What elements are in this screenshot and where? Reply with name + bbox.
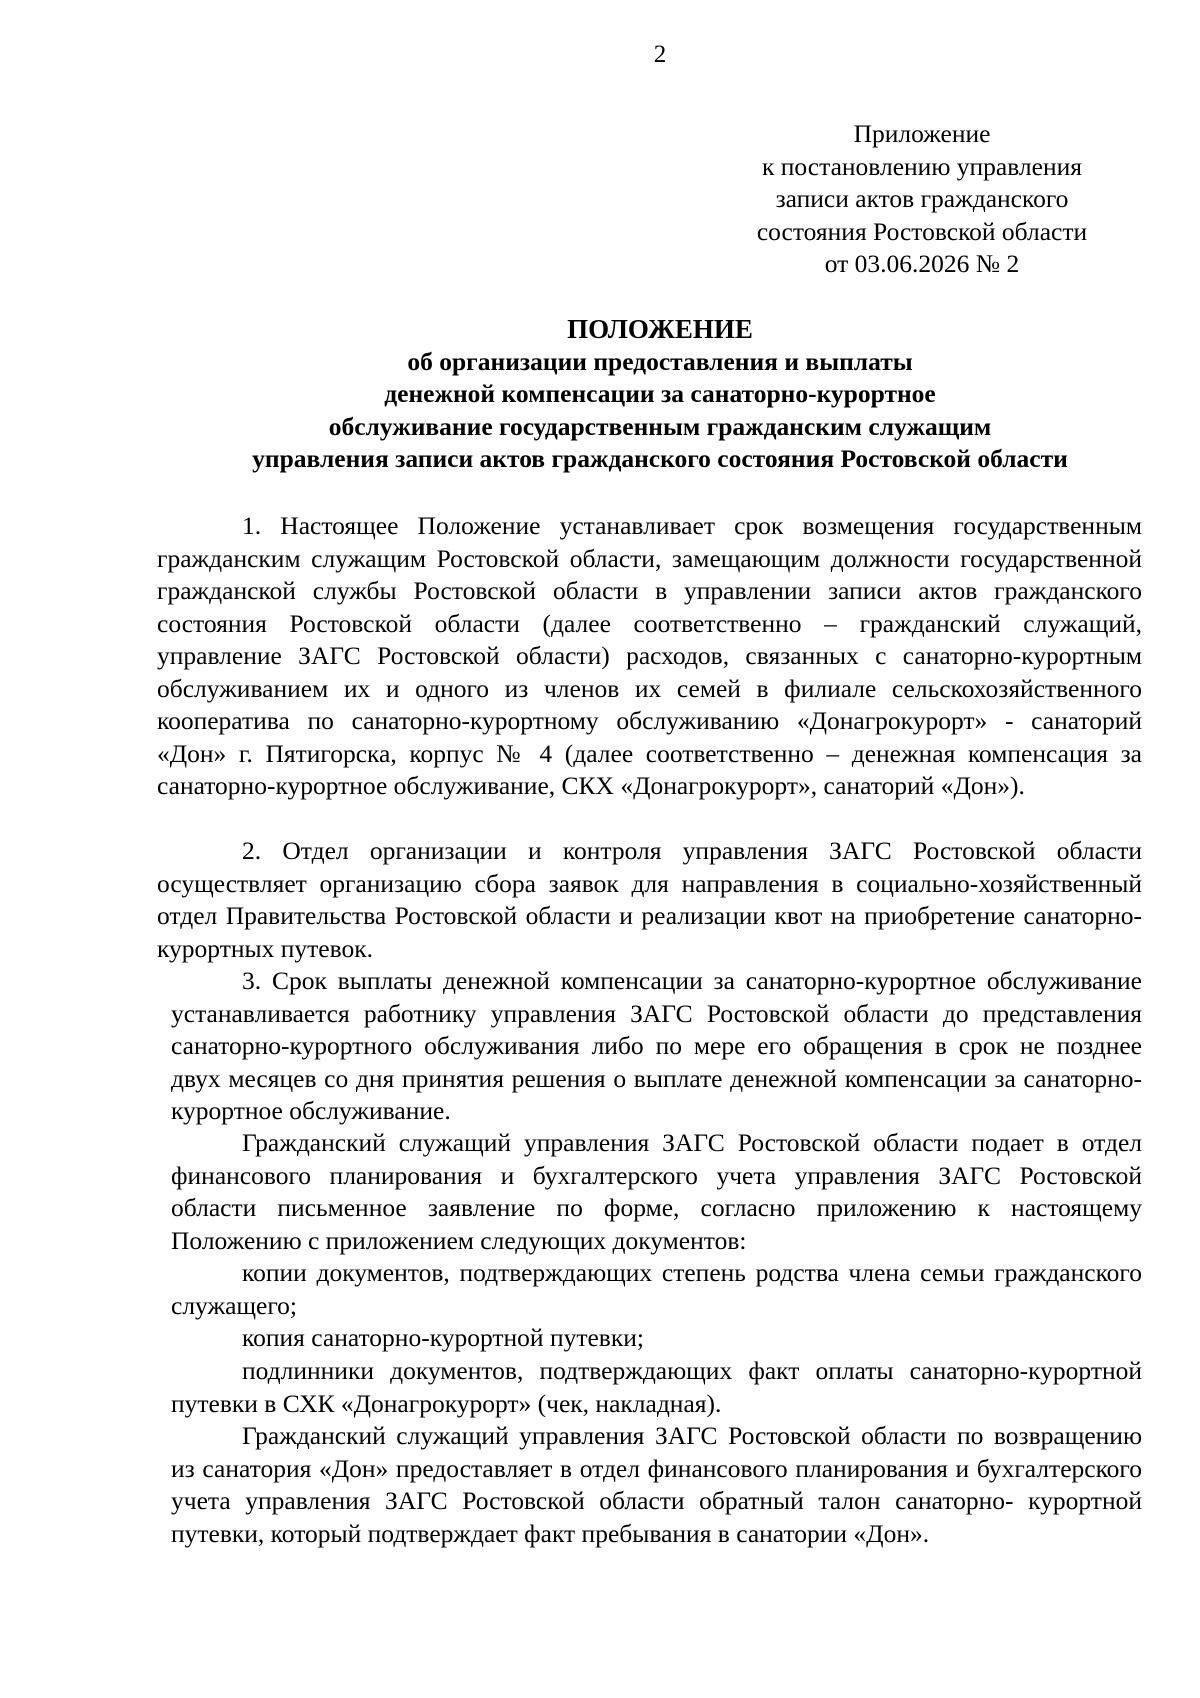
appendix-line: от 03.06.2026 № 2 <box>824 249 1020 278</box>
appendix-line: к постановлению управления <box>762 151 1082 181</box>
paragraph-return-coupon: Гражданский служащий управления ЗАГС Ростовской области по возвращению из санатория «Дон» предоставляет в отдел финансового планирования и бухгалтерского учета управления ЗАГС Ростовской области обратный талон санаторно- курортной путевки, который подтверждает факт пребывания в санатории «Дон». <box>171 1421 1142 1548</box>
appendix-header <box>712 118 1132 281</box>
title-main: ПОЛОЖЕНИЕ <box>567 314 753 344</box>
document-title <box>150 313 1170 476</box>
title-line: обслуживание государственным гражданским служащим <box>328 411 992 441</box>
appendix-line: состояния Ростовской области <box>756 216 1088 246</box>
title-line: об организации предоставления и выплаты <box>407 346 913 376</box>
document-list-item: копия санаторно-курортной путевки; <box>242 1323 644 1352</box>
page-number: 2 <box>653 41 667 68</box>
appendix-line: Приложение <box>853 119 991 148</box>
paragraph-application: Гражданский служащий управления ЗАГС Ростовской области подает в отдел финансового планирования и бухгалтерского учета управления ЗАГС Ростовской области письменное заявление по форме, согласно приложению к настоящему Положению с приложением следующих документов: <box>171 1128 1142 1255</box>
paragraph-2: 2. Отдел организации и контроля управления ЗАГС Ростовской области осуществляет организацию сбора заявок для направления в социально-хозяйственный отдел Правительства Ростовской области и реализации квот на приобретение санаторно-курортных путевок. <box>157 836 1142 963</box>
title-line: управления записи актов гражданского состояния Ростовской области <box>252 444 1068 473</box>
title-line: денежной компенсации за санаторно-курортное <box>384 379 936 408</box>
document-list-item: копии документов, подтверждающих степень родства члена семьи гражданского служащего; <box>171 1258 1142 1320</box>
document-list-item: подлинники документов, подтверждающих факт оплаты санаторно-курортной путевки в СХК «Донагрокурорт» (чек, накладная). <box>171 1356 1142 1418</box>
paragraph-1: 1. Настоящее Положение устанавливает срок возмещения государственным гражданским служащим Ростовской области, замещающим должности государственной гражданской службы Ростовской области в управлении записи актов гражданского состояния Ростовской области (далее соответственно – гражданский служащий, управление ЗАГС Ростовской области) расходов, связанных с санаторно-курортным обслуживанием их и одного из членов их семей в филиале сельскохозяйственного кооператива по санаторно-курортному обслуживанию «Донагрокурорт» - санаторий «Дон» г. Пятигорска, корпус № 4 (далее соответственно – денежная компенсация за санаторно-курортное обслуживание, СКХ «Донагрокурорт», санаторий «Дон»). <box>157 511 1142 800</box>
paragraph-3: 3. Срок выплаты денежной компенсации за санаторно-курортное обслуживание устанавливается работнику управления ЗАГС Ростовской области до представления санаторно-курортного обслуживания либо по мере его обращения в срок не позднее двух месяцев со дня принятия решения о выплате денежной компенсации за санаторно-курортное обслуживание. <box>171 966 1142 1125</box>
appendix-line: записи актов гражданского <box>775 184 1069 213</box>
